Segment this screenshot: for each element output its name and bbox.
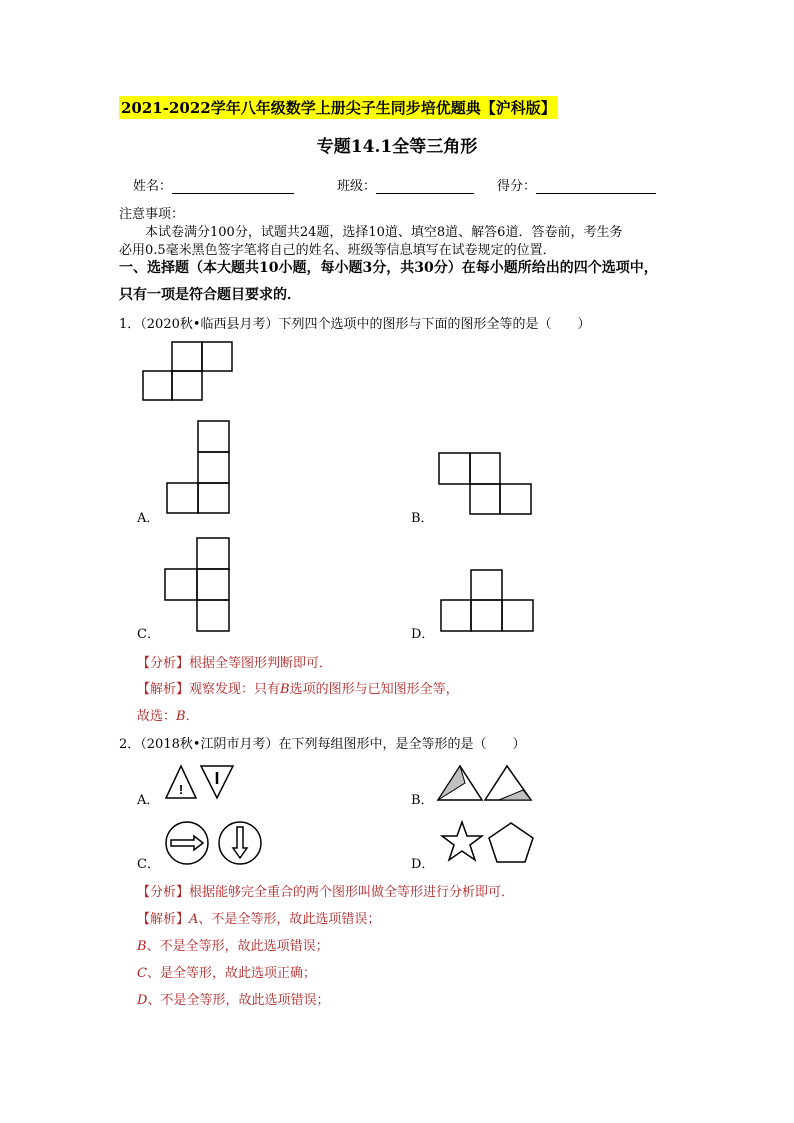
q1-answer-pre: 故选： bbox=[137, 709, 177, 724]
q2-option-c-figure bbox=[164, 820, 264, 866]
q1-answer-var: B bbox=[176, 709, 186, 724]
q1-option-a-figure bbox=[166, 420, 230, 514]
q1-option-b-figure bbox=[438, 452, 532, 515]
q2-solution-b-var: B bbox=[137, 939, 147, 954]
q2-solution-c bbox=[137, 962, 316, 981]
q2-solution-d bbox=[137, 989, 329, 1008]
question-1-stem: 1．（2020秋•临西县月考）下列四个选项中的图形与下面的图形全等的是（ ） bbox=[119, 317, 591, 332]
q1-solution bbox=[137, 678, 459, 697]
q2-solution-a-text: 、不是全等形，故此选项错误； bbox=[198, 912, 381, 927]
q2-option-a-label: A． bbox=[137, 793, 160, 808]
notice-line-1: 本试卷满分100分，试题共24题，选择10道、填空8道、解答6道．答卷前，考生务 bbox=[145, 225, 623, 240]
q1-solution-post: 选项的图形与已知图形全等， bbox=[289, 682, 459, 697]
q1-solution-tag: 【解析】 bbox=[137, 682, 190, 697]
document-banner: 2021-2022学年八年级数学上册尖子生同步培优题典【沪科版】 bbox=[119, 96, 558, 119]
q2-solution-a bbox=[137, 908, 380, 927]
q1-option-d-label: D． bbox=[411, 627, 435, 642]
q2-solution-c-var: C bbox=[137, 966, 147, 981]
class-field bbox=[337, 175, 474, 194]
q1-option-c-figure bbox=[164, 537, 230, 632]
notice-line-2: 必用0.5毫米黑色签字笔将自己的姓名、班级等信息填写在试卷规定的位置． bbox=[119, 243, 556, 258]
q2-solution-a-var: A bbox=[189, 912, 199, 927]
q2-solution-d-var: D bbox=[137, 993, 148, 1008]
q1-reference-figure bbox=[142, 341, 234, 401]
q2-analysis-text: 根据能够完全重合的两个图形叫做全等形进行分析即可． bbox=[189, 885, 515, 900]
q1-option-a-label: A． bbox=[137, 511, 160, 526]
class-blank bbox=[376, 179, 474, 194]
q2-warning-symbol: ! bbox=[178, 782, 184, 797]
q1-analysis-tag: 【分析】 bbox=[137, 656, 190, 671]
q2-analysis-tag: 【分析】 bbox=[137, 885, 190, 900]
class-label: 班级： bbox=[337, 179, 377, 194]
question-2-stem: 2．（2018秋•江阴市月考）在下列每组图形中，是全等形的是（ ） bbox=[119, 737, 526, 752]
score-blank bbox=[536, 179, 656, 194]
q1-option-c-label: C． bbox=[137, 627, 160, 642]
q2-option-d-label: D． bbox=[411, 857, 435, 872]
name-field bbox=[133, 175, 294, 194]
q2-option-b-figure bbox=[437, 764, 533, 802]
q2-option-c-label: C． bbox=[137, 857, 160, 872]
q2-option-d-figure bbox=[440, 820, 536, 866]
q2-option-b-label: B． bbox=[411, 793, 434, 808]
section-heading-line-2: 只有一项是符合题目要求的． bbox=[119, 287, 301, 303]
q2-option-a-figure bbox=[165, 764, 235, 802]
score-label: 得分： bbox=[497, 179, 537, 194]
q1-option-d-figure bbox=[440, 569, 534, 632]
notice-heading: 注意事项： bbox=[119, 207, 185, 222]
q2-analysis bbox=[137, 881, 514, 900]
q1-analysis bbox=[137, 652, 332, 671]
q2-solution-b-text: 、不是全等形，故此选项错误； bbox=[146, 939, 329, 954]
score-field bbox=[497, 175, 656, 194]
q2-solution-b bbox=[137, 935, 329, 954]
q1-solution-pre: 观察发现：只有 bbox=[189, 682, 281, 697]
section-heading-line-1: 一、选择题（本大题共10小题，每小题3分，共30分）在每小题所给出的四个选项中， bbox=[119, 260, 658, 276]
name-label: 姓名： bbox=[133, 179, 173, 194]
page-title: 专题14.1全等三角形 bbox=[316, 137, 478, 157]
q1-solution-var: B bbox=[280, 682, 290, 697]
q2-solution-d-text: 、不是全等形，故此选项错误； bbox=[147, 993, 330, 1008]
name-blank bbox=[172, 179, 294, 194]
q1-option-b-label: B． bbox=[411, 511, 434, 526]
q1-answer bbox=[137, 705, 199, 724]
q2-solution-tag: 【解析】 bbox=[137, 912, 190, 927]
q1-answer-post: ． bbox=[185, 709, 199, 724]
q1-analysis-text: 根据全等图形判断即可． bbox=[189, 656, 333, 671]
q2-solution-c-text: 、是全等形，故此选项正确； bbox=[146, 966, 316, 981]
